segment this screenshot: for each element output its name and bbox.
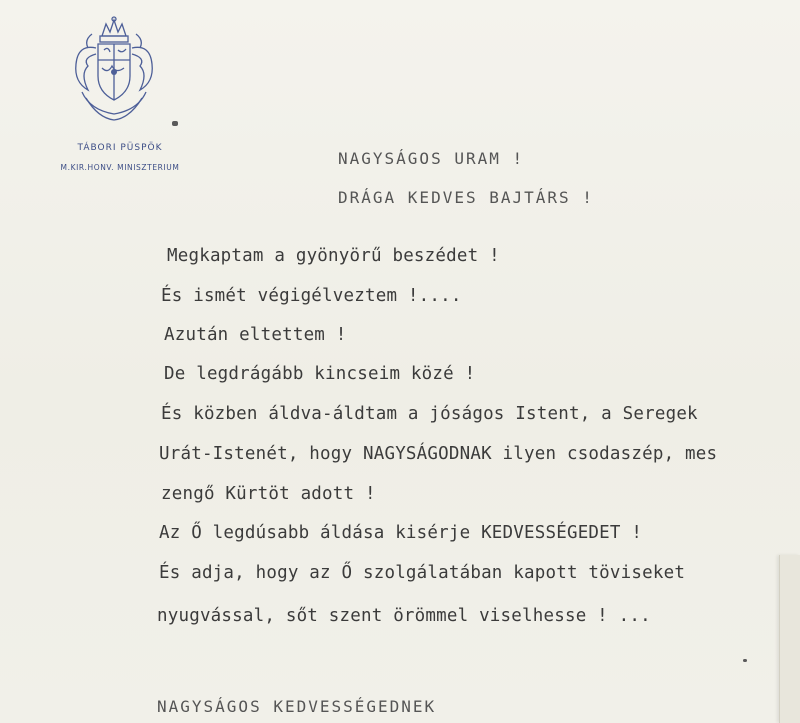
body-line: Azután eltettem ! [164,325,347,345]
coat-of-arms-icon [68,14,160,126]
body-line: És közben áldva-áldtam a jóságos Istent, a Seregek [161,404,698,424]
body-line: zengő Kürtöt adott ! [161,484,376,504]
letterhead-subtitle: M.KIR.HONV. MINISZTERIUM [60,163,180,172]
body-line: nyugvással, sőt szent örömmel viselhesse ! ... [157,606,651,626]
body-line: Urát-Istenét, hogy NAGYSÁGODNAK ilyen csodaszép, mes [159,444,718,464]
salutation-line-1: NAGYSÁGOS URAM ! [338,149,525,168]
paper-edge [779,555,800,723]
body-line: És ismét végigélveztem !.... [161,286,462,306]
salutation-line-2: DRÁGA KEDVES BAJTÁRS ! [338,188,594,207]
ink-spot [743,659,747,662]
body-line: Megkaptam a gyönyörű beszédet ! [167,246,500,266]
closing-line: NAGYSÁGOS KEDVESSÉGEDNEK [157,697,437,716]
body-line: De legdrágább kincseim közé ! [164,364,476,384]
body-line: Az Ő legdúsabb áldása kisérje KEDVESSÉGEDET ! [159,523,643,543]
body-line: És adja, hogy az Ő szolgálatában kapott töviseket [159,563,686,583]
letterhead-title: TÁBORI PÜSPÖK [77,143,163,153]
ink-spot [172,121,178,126]
